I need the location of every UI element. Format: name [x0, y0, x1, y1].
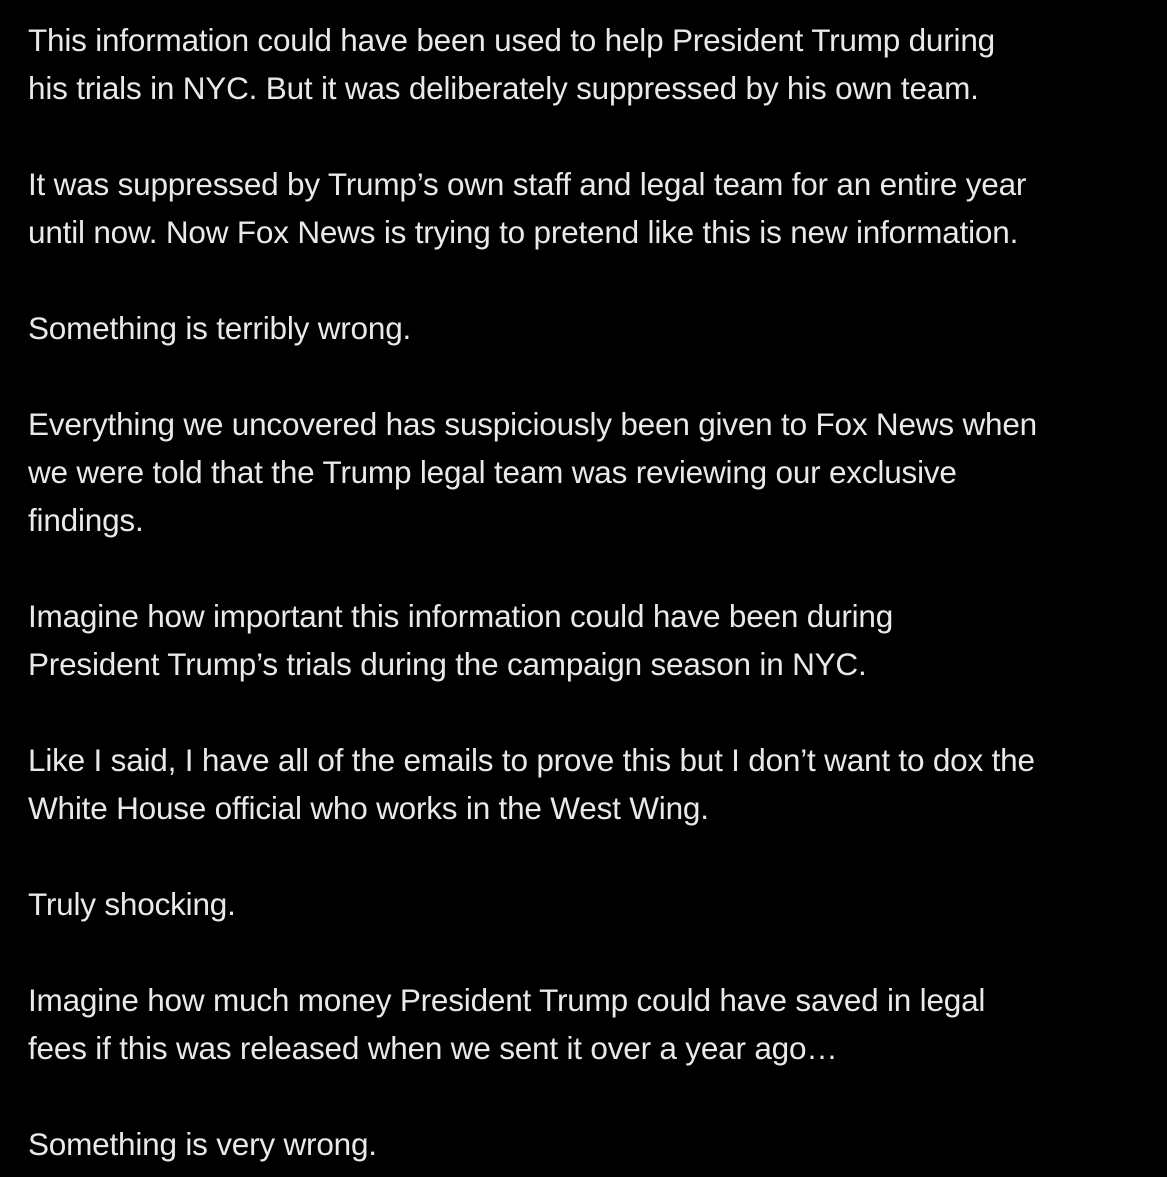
post-paragraph: Like I said, I have all of the emails to prove this but I don’t want to dox the White House official who works in the West Wing.: [28, 742, 1035, 826]
post-paragraph: This information could have been used to help President Trump during his trials in NYC. But it was deliberately suppressed by his own team.: [28, 22, 995, 106]
post-paragraph: Everything we uncovered has suspiciously been given to Fox News when we were told that the Trump legal team was reviewing our exclusive findings.: [28, 406, 1037, 538]
post-paragraph: It was suppressed by Trump’s own staff and legal team for an entire year until now. Now Fox News is trying to pretend like this is new information.: [28, 166, 1027, 250]
post-paragraph: Truly shocking.: [28, 886, 236, 922]
post-paragraph: Imagine how much money President Trump could have saved in legal fees if this was released when we sent it over a year ago…: [28, 982, 986, 1066]
post-text: [28, 16, 1163, 1168]
post-paragraph: Something is very wrong.: [28, 1126, 377, 1162]
post-paragraph: Something is terribly wrong.: [28, 310, 412, 346]
post-paragraph: Imagine how important this information could have been during President Trump’s trials during the campaign season in NYC.: [28, 598, 894, 682]
